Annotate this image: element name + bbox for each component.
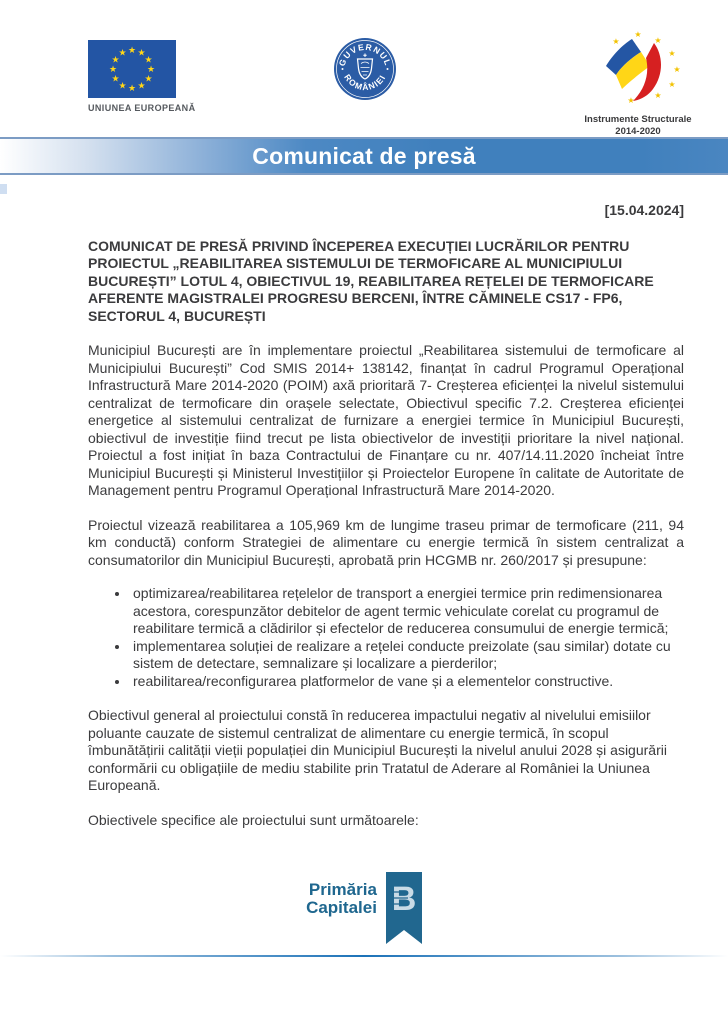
svg-text:★: ★ [127,84,137,94]
svg-text:★: ★ [144,74,153,85]
document-content [88,202,684,843]
government-seal-block [333,37,397,106]
seal-text-bottom: ROMÂNIEI [342,72,388,93]
ribbon-letter: B [391,880,417,918]
svg-text:★: ★ [118,48,127,59]
document-heading: COMUNICAT DE PRESĂ PRIVIND ÎNCEPEREA EXECUȚIEI LUCRĂRILOR PENTRU PROIECTUL „REABILITAREA SISTEMULUI DE TERMOFICARE AL MUNICIPIULUI BUCUREȘTI” LOTUL 4, OBIECTIVUL 19, REABILITAREA REȚELEI DE TERMOFICARE AFERENTE MAGISTRALEI PROGRESU BERCENI, ÎNTRE CĂMINELE CS17 - FP6, SECTORUL 4, BUCUREȘTI [88,237,654,324]
svg-text:★: ★ [668,80,676,89]
eu-logo-block [88,40,198,113]
svg-text:★: ★ [668,49,676,58]
paragraph-project-implementation: Municipiul București are în implementare proiectul „Reabilitarea sistemului de termoficare al Municipiului București” Cod SMIS 2014+ 138142, finanțat în cadrul Programul Operațional Infrastructură Mare 2014-2020 (POIM) axă prioritară 7- Creșterea eficienței la nivelul sistemului centralizat de termoficare din orașele selectate, Obiectivul specific 7.2. Creșterea eficienței energetice al sistemului centralizat de furnizare a energiei termice în Municipiul București, obiectivul de investiție fiind trecut pe lista obiectivelor de investiții prioritare la nivel național. Proiectul a fost inițiat în baza Contractului de Finanțare cu nr. 407/14.11.2020 încheiat între Municipiul București și Ministerul Investițiilor și Proiectelor Europene în calitate de Autoritate de Management pentru Programul Operațional Infrastructură Mare 2014-2020. [88,342,684,498]
header-logo-row [0,0,728,136]
eu-flag-caption: UNIUNEA EUROPEANĂ [88,103,196,113]
structural-instruments-icon [586,26,690,108]
svg-text:★: ★ [654,36,662,45]
eu-flag-icon [88,40,176,98]
svg-text:★: ★ [634,30,642,39]
svg-text:★: ★ [146,65,156,75]
list-item: • implementarea soluției de realizare a rețelei conducte preizolate (sau similar) dotate cu sistem de detectare, semnalizare și localizare a pierderilor; [130,638,684,673]
svg-text:★: ★ [654,91,662,100]
svg-text:★: ★ [673,65,681,74]
svg-text:★: ★ [127,46,137,56]
list-item: • optimizarea/reabilitarea rețelelor de transport a energiei termice prin redimensionarea acestora, corespunzător debitelor de agent termic vehiculate corelat cu programul de reabilitare termică a clădirilor și efectelor de reducerea consumului de energie termică; [130,585,684,638]
list-item: • reabilitarea/reconfigurarea platformelor de vane și a elementelor constructive. [130,673,684,691]
structural-instruments-caption-line1: Instrumente Structurale [584,114,692,125]
svg-text:★: ★ [111,74,120,85]
svg-text:★: ★ [111,55,120,66]
svg-text:★: ★ [137,81,146,92]
svg-text:★: ★ [627,96,635,105]
svg-text:★: ★ [137,48,146,59]
banner-title: Comunicat de presă [252,142,476,169]
svg-text:★: ★ [108,65,118,75]
svg-text:★: ★ [144,55,153,66]
footer-divider [0,955,728,957]
paragraph-general-objective: Obiectivul general al proiectului constă în reducerea impactului negativ al nivelului emisiilor poluante cauzate de sistemul centralizat de alimentare cu energie termică, în scopul îmbunătățirii calității vieții populației din Municipiul București la nivelul anului 2028 și asigurării conformării cu obligațiile de mediu stabilite prin Tratatul de Aderare al României la Uniunea Europeană. [88,707,667,793]
structural-instruments-caption-line2: 2014-2020 [615,126,661,137]
project-actions-list [88,585,684,690]
government-seal-icon [333,37,397,101]
seal-text-top: GUVERNUL [336,41,394,68]
city-hall-logo-text [306,881,377,917]
svg-text:★: ★ [118,81,127,92]
structural-instruments-block [578,26,698,137]
press-release-banner [0,137,728,175]
city-hall-logo [0,872,728,944]
city-hall-logo-line1: Primăria [308,880,377,899]
paragraph-project-scope: Proiectul vizează reabilitarea a 105,969 km de lungime traseu primar de termoficare (211, 94 km conductă) conform Strategiei de alimentare cu energie termică în sistem centralizat a consumatorilor din Municipiul București, aprobată prin HCGMB nr. 260/2017 și presupune: [88,516,684,568]
banner-left-notch [0,184,7,194]
city-hall-logo-line2: Capitalei [306,898,377,917]
paragraph-specific-objectives-intro: Obiectivele specifice ale proiectului sunt următoarele: [88,811,419,828]
svg-text:★: ★ [612,37,620,46]
document-date: [15.04.2024] [604,202,684,218]
city-hall-ribbon-icon [386,872,422,944]
